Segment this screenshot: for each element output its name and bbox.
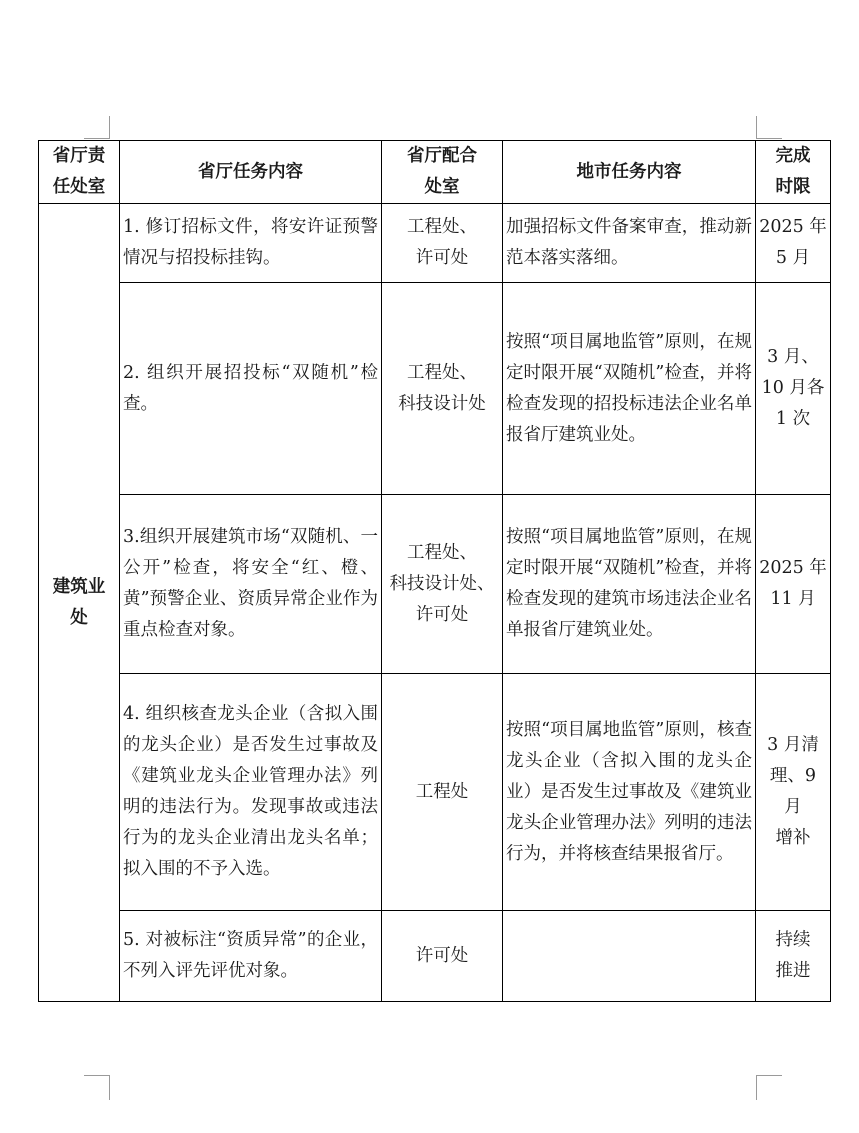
province-task-cell: 2. 组织开展招投标“双随机”检查。	[120, 283, 382, 495]
city-task-cell: 按照“项目属地监管”原则，核查龙头企业（含拟入围的龙头企业）是否发生过事故及《建筑业龙头企业管理办法》列明的违法行为，并将核查结果报省厅。	[503, 674, 756, 911]
table-row	[39, 283, 831, 495]
deadline-cell: 2025 年 11 月	[756, 495, 831, 674]
city-task-cell: 按照“项目属地监管”原则，在规定时限开展“双随机”检查，并将检查发现的招投标违法企业名单报省厅建筑业处。	[503, 283, 756, 495]
city-task-cell: 按照“项目属地监管”原则，在规定时限开展“双随机”检查，并将检查发现的建筑市场违法企业名单报省厅建筑业处。	[503, 495, 756, 674]
cooperating-department-cell: 工程处、 许可处	[382, 204, 503, 283]
crop-mark-bottom-right	[756, 1075, 782, 1100]
task-table	[38, 140, 831, 1002]
deadline-cell: 持续 推进	[756, 911, 831, 1002]
city-task-cell: 加强招标文件备案审查，推动新范本落实落细。	[503, 204, 756, 283]
cooperating-department-cell: 工程处、 科技设计处	[382, 283, 503, 495]
province-task-cell: 3.组织开展建筑市场“双随机、一公开”检查，将安全“红、橙、黄”预警企业、资质异常企业作为重点检查对象。	[120, 495, 382, 674]
crop-mark-bottom-left	[84, 1075, 110, 1100]
crop-mark-top-left	[84, 116, 110, 139]
cooperating-department-cell: 许可处	[382, 911, 503, 1002]
crop-mark-top-right	[756, 116, 782, 139]
header-cooperating-department: 省厅配合 处室	[382, 141, 503, 204]
province-task-cell: 5. 对被标注“资质异常”的企业，不列入评先评优对象。	[120, 911, 382, 1002]
header-row	[39, 141, 831, 204]
cooperating-department-cell: 工程处	[382, 674, 503, 911]
deadline-cell: 2025 年 5 月	[756, 204, 831, 283]
header-department: 省厅责 任处室	[39, 141, 120, 204]
deadline-cell: 3 月、 10 月各 1 次	[756, 283, 831, 495]
header-city-task: 地市任务内容	[503, 141, 756, 204]
header-deadline: 完成 时限	[756, 141, 831, 204]
table-row	[39, 674, 831, 911]
table-row	[39, 911, 831, 1002]
city-task-cell	[503, 911, 756, 1002]
header-province-task: 省厅任务内容	[120, 141, 382, 204]
responsible-department-cell: 建筑业 处	[39, 204, 120, 1002]
deadline-cell: 3 月清 理、9 月 增补	[756, 674, 831, 911]
province-task-cell: 1. 修订招标文件，将安许证预警情况与招投标挂钩。	[120, 204, 382, 283]
table-row	[39, 204, 831, 283]
province-task-cell: 4. 组织核查龙头企业（含拟入围的龙头企业）是否发生过事故及《建筑业龙头企业管理办法》列明的违法行为。发现事故或违法行为的龙头企业清出龙头名单；拟入围的不予入选。	[120, 674, 382, 911]
cooperating-department-cell: 工程处、 科技设计处、 许可处	[382, 495, 503, 674]
table-row	[39, 495, 831, 674]
